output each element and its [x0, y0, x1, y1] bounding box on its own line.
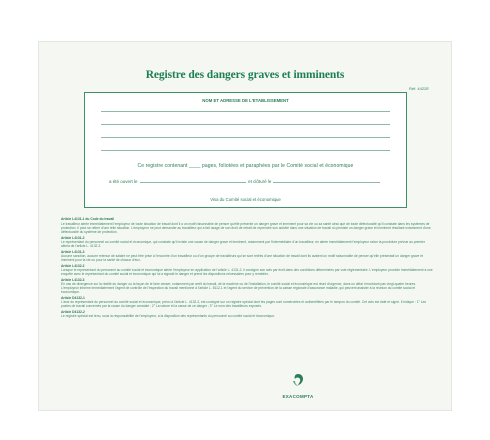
opened-date-field[interactable] [140, 182, 247, 183]
article-text: Le registre spécial est tenu, sous la responsabilité de l'employeur, à la disposition des représentants du personnel au comité social et économique. [61, 314, 275, 318]
establishment-box [84, 92, 407, 208]
article-text: Le représentant du personnel au comité social et économique, qui constate qu'il existe une cause de danger grave et imminent, notamment par l'intermédiaire d'un travailleur, en alerte immédiatement l'employeur selon la procédure prévue au premier alinéa de l'article L. 4132-2. [61, 239, 425, 248]
article-heading: Article L4132-3 [61, 277, 85, 282]
register-sheet [39, 42, 451, 410]
reference-code: Réf. 4422E [408, 86, 429, 91]
article-heading: Article L4131-2 [61, 235, 85, 240]
article-text: Aucune sanction, aucune retenue de salaire ne peut être prise à l'encontre d'un travailleur ou d'un groupe de travailleurs qui se sont retirés d'une situation de travail dont ils avaient un motif raisonnable de penser qu'elle présentait un danger grave et imminent pour la vie ou pour la santé de chacun d'eux. [61, 253, 424, 262]
article-text: L'avis du représentant du personnel au comité social et économique, prévu à l'article L. 4132-2, est consigné sur un registre spécial dont les pages sont numérotées et authentifiées par le tampon du comité. Cet avis est daté et signé. Il indique : 1° Les postes de travail concernés par la cause du danger constaté ; 2° La nature et la cause de ce danger ; 3° Le nom des travailleurs exposés. [61, 300, 427, 309]
article-heading: Article L4131-3 [61, 249, 85, 254]
committee-visa: Visa du Comité social et économique [210, 197, 281, 202]
opened-label: a été ouvert le [109, 179, 138, 184]
article-heading: Article D4132-2 [61, 309, 85, 314]
closed-date-field[interactable] [273, 182, 380, 183]
address-line-1[interactable] [101, 111, 390, 112]
logo-wordmark: EXACOMPTA [282, 394, 314, 399]
address-line-4[interactable] [101, 150, 390, 151]
pages-statement: Ce registre contenant ____ pages, foliotées et paraphées par le Comité social et économique [137, 163, 354, 169]
address-line-3[interactable] [101, 137, 390, 138]
dates-row [109, 179, 382, 184]
article-heading: Article L4132-2 [61, 263, 85, 268]
exacompta-logo [271, 373, 325, 399]
article-text: En cas de divergence sur la réalité du danger ou la façon de le faire cesser, notamment par arrêt du travail, de la machine ou de l'installation, le comité social et économique est réuni d'urgence, dans un délai n'excédant pas vingt-quatre heures. L'employeur informe immédiatement l'agent de contrôle de l'inspection du travail mentionné à l'article L. 8112-1 et l'agent du service de prévention de la caisse régionale d'assurance maladie, qui peuvent assister à la réunion du comité social et économique. [61, 281, 417, 295]
article-heading: Article D4132-1 [61, 295, 85, 300]
logo-mark-icon [291, 373, 305, 387]
article-heading: Article L4131-1 du Code du travail [61, 217, 115, 222]
address-line-2[interactable] [101, 124, 390, 125]
article-text: Lorsque le représentant du personnel au comité social et économique alerte l'employeur en application de l'article L. 4131-2, il consigne son avis par écrit dans des conditions déterminées par voie réglementaire. L'employeur procède immédiatement à une enquête avec le représentant du comité social et économique qui lui a signalé le danger et prend les dispositions nécessaires pour y remédier. [61, 267, 433, 276]
closed-label: et clôturé le [248, 179, 272, 184]
legal-text [61, 216, 433, 318]
page-title: Registre des dangers graves et imminents [145, 69, 345, 81]
article-text: Le travailleur alerte immédiatement l'employeur de toute situation de travail dont il a un motif raisonnable de penser qu'elle présente un danger grave et imminent pour sa vie ou sa santé ainsi que de toute défectuosité qu'il constate dans les systèmes de protection. Il peut se retirer d'une telle situation. L'employeur ne peut demander au travailleur qui a fait usage de son droit de retrait de reprendre son activité dans une situation de travail où persiste un danger grave et imminent résultant notamment d'une défectuosité du système de protection. [61, 221, 431, 234]
establishment-heading: NOM ET ADRESSE DE L'ETABLISSEMENT [202, 98, 289, 103]
